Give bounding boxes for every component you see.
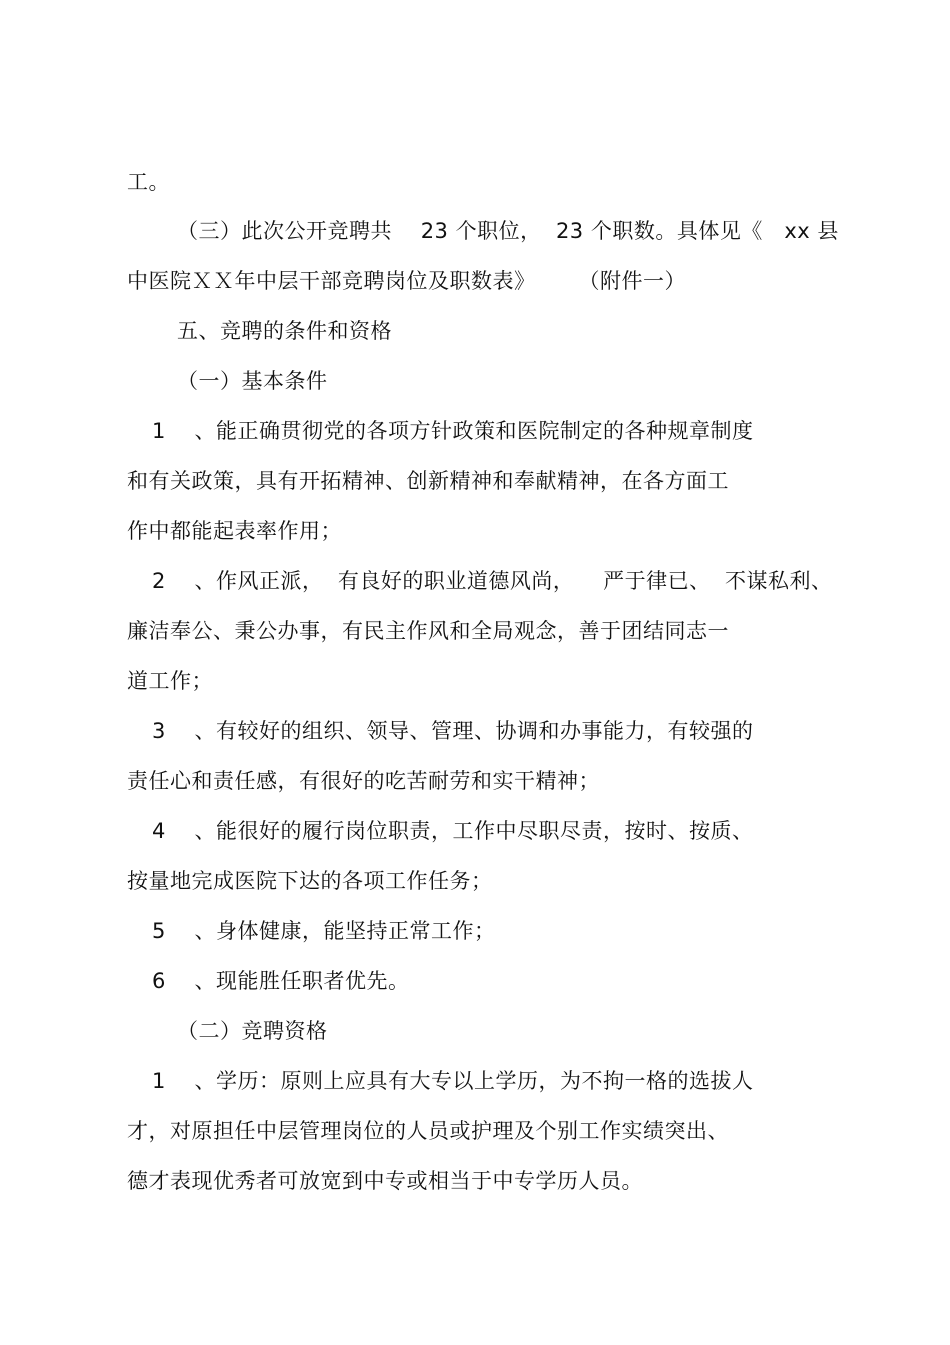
list-item: 3 、有较好的组织、领导、管理、协调和办事能力，有较强的 [152, 719, 754, 743]
subsection-heading: （一）基本条件 [177, 369, 328, 393]
list-item: 5 、身体健康，能坚持正常工作； [152, 919, 496, 943]
text-line: 道工作； [127, 669, 213, 693]
text-line: 责任心和责任感，有很好的吃苦耐劳和实干精神； [127, 769, 600, 793]
text-line: 中医院ＸＸ年中层干部竞聘岗位及职数表》 （附件一） [127, 269, 687, 293]
text-line: 按量地完成医院下达的各项工作任务； [127, 869, 493, 893]
subsection-heading: （二）竞聘资格 [177, 1019, 328, 1043]
text-line: 才，对原担任中层管理岗位的人员或护理及个别工作实绩突出、 [127, 1119, 729, 1143]
text-line: 作中都能起表率作用； [127, 519, 342, 543]
list-item: 2 、作风正派， 有良好的职业道德风尚， 严于律已、 不谋私利、 [152, 569, 833, 593]
list-item: 6 、现能胜任职者优先。 [152, 969, 410, 993]
section-3-line: （三）此次公开竞聘共 23 个职位， 23 个职数。具体见《 xx 县 [177, 219, 839, 243]
text-line: 和有关政策，具有开拓精神、创新精神和奉献精神，在各方面工 [127, 469, 729, 493]
list-item: 1 、学历：原则上应具有大专以上学历，为不拘一格的选拔人 [152, 1069, 754, 1093]
list-item: 1 、能正确贯彻党的各项方针政策和医院制定的各种规章制度 [152, 419, 754, 443]
section-heading: 五、竞聘的条件和资格 [177, 319, 392, 343]
text-line: 工。 [127, 170, 170, 194]
list-item: 4 、能很好的履行岗位职责，工作中尽职尽责，按时、按质、 [152, 819, 754, 843]
text-line: 德才表现优秀者可放宽到中专或相当于中专学历人员。 [127, 1169, 643, 1193]
text-line: 廉洁奉公、秉公办事，有民主作风和全局观念，善于团结同志一 [127, 619, 729, 643]
